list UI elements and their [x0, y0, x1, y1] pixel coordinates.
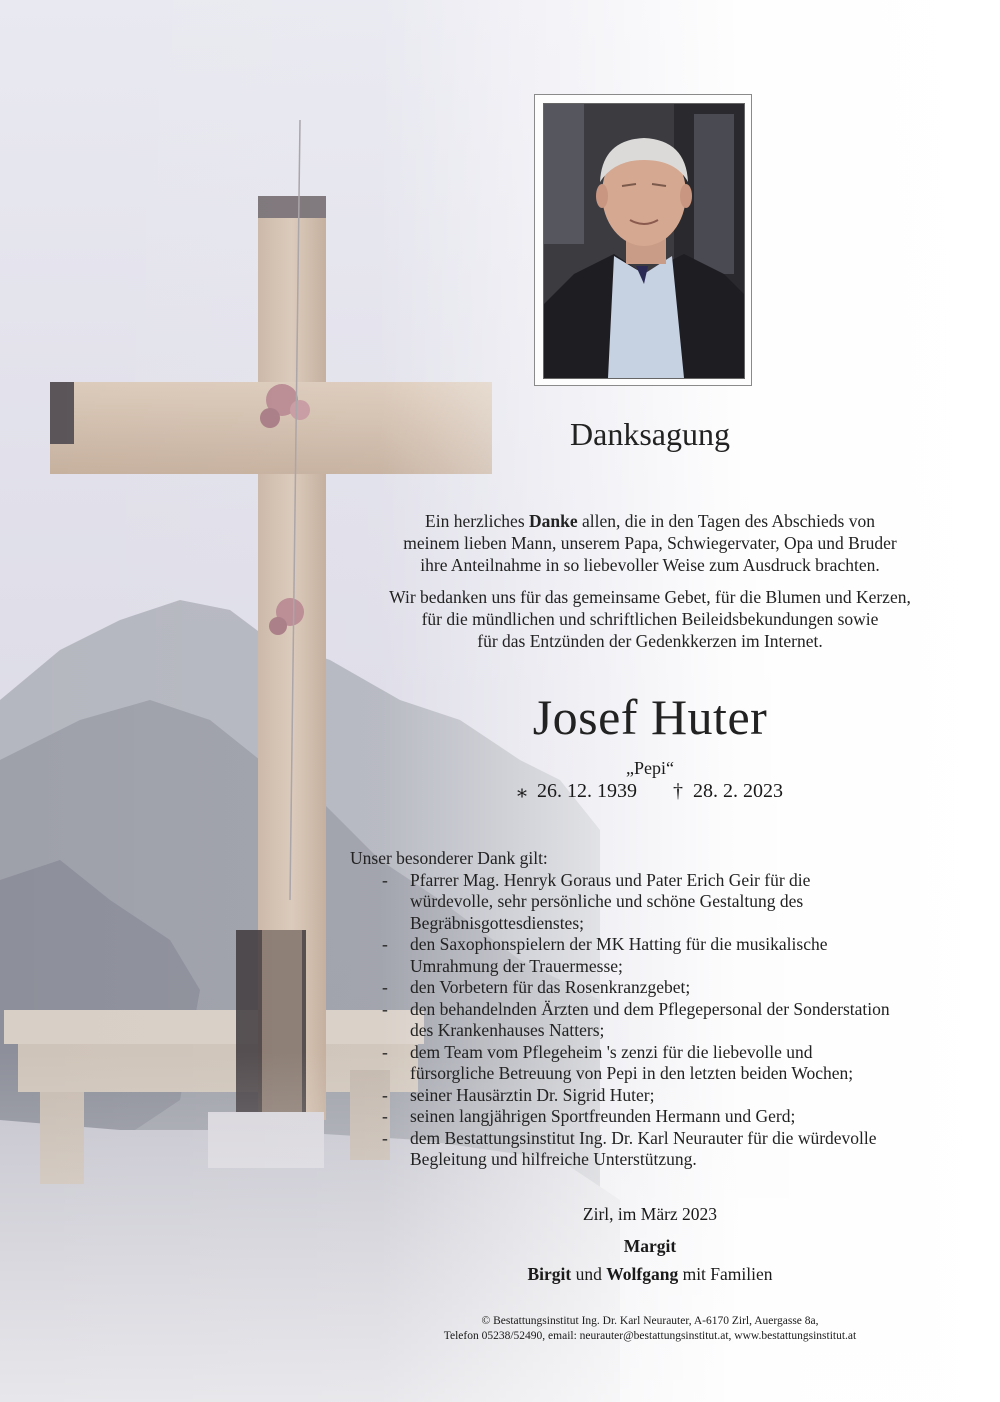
paragraph-line: für die mündlichen und schriftlichen Beileidsbekundungen sowie [421, 609, 879, 629]
birth-star-icon: ⁎ [517, 780, 527, 802]
signer-primary: Margit [623, 1236, 677, 1256]
footer-contact: Telefon 05238/52490, email: neurauter@bestattungsinstitut.at, www.bestattungsinstitut.at [443, 1330, 857, 1342]
thanks-list-item [350, 1085, 970, 1107]
paragraph-line [340, 510, 960, 532]
thanks-line: des Krankenhauses Natters; [410, 1020, 605, 1040]
thanks-line: fürsorgliche Betreuung von Pepi in den letzten beiden Wochen; [410, 1063, 854, 1083]
place-and-date: Zirl, im März 2023 [582, 1204, 718, 1224]
thanks-list-item [350, 1042, 970, 1085]
thanks-line: den Vorbetern für das Rosenkranzgebet; [410, 977, 691, 997]
thanks-line: seinen langjährigen Sportfreunden Hermann und Gerd; [410, 1106, 796, 1126]
signer-name: Wolfgang [606, 1264, 679, 1284]
thanks-line: Begräbnisgottesdienstes; [410, 912, 585, 933]
text-span: allen, die in den Tagen des Abschieds von [577, 511, 875, 531]
list-dash: - [382, 1084, 388, 1105]
portrait-image [544, 104, 744, 378]
text-span: Ein herzliches [425, 511, 529, 531]
signer-name: Birgit [527, 1264, 572, 1284]
thanks-list-item [350, 870, 970, 935]
list-dash: - [382, 934, 388, 954]
list-dash: - [382, 977, 388, 997]
portrait-frame [534, 94, 752, 386]
death-date: 28. 2. 2023 [693, 780, 783, 802]
thanks-list-item [350, 999, 970, 1042]
list-dash: - [382, 1106, 388, 1126]
paragraph-line: meinem lieben Mann, unserem Papa, Schwiegervater, Opa und Bruder [403, 533, 897, 553]
thanks-line: würdevolle, sehr persönliche und schöne Gestaltung des [410, 891, 804, 911]
thanks-line: Umrahmung der Trauermesse; [410, 955, 623, 976]
thanks-list-item [350, 1106, 970, 1128]
thanks-line: den Saxophonspielern der MK Hatting für die musikalische [410, 934, 828, 954]
thanks-line: seiner Hausärztin Dr. Sigrid Huter; [410, 1084, 655, 1105]
special-thanks-intro: Unser besonderer Dank gilt: [350, 848, 548, 868]
title-danksagung: Danksagung [570, 416, 730, 452]
signers-family [340, 1264, 960, 1285]
portrait-photo [543, 103, 745, 379]
thanks-line: Begleitung und hilfreiche Unterstützung. [410, 1149, 697, 1169]
deceased-name: Josef Huter [532, 689, 768, 745]
list-dash: - [382, 1041, 388, 1062]
birth-date: 26. 12. 1939 [537, 780, 637, 802]
list-dash: - [382, 1127, 388, 1148]
paragraph-line: für das Entzünden der Gedenkkerzen im Internet. [477, 631, 823, 651]
thanks-line: dem Team vom Pflegeheim 's zenzi für die liebevolle und [410, 1041, 813, 1062]
emphasis-danke: Danke [529, 511, 578, 531]
thank-you-paragraph [340, 510, 960, 576]
special-thanks-section [350, 848, 970, 1171]
paragraph-line: Wir bedanken uns für das gemeinsame Gebet, für die Blumen und Kerzen, [389, 587, 911, 607]
paragraph-line: ihre Anteilnahme in so liebevoller Weise zum Ausdruck brachten. [420, 555, 880, 575]
list-dash: - [382, 998, 388, 1019]
footer-copyright: © Bestattungsinstitut Ing. Dr. Karl Neurauter, A-6170 Zirl, Auergasse 8a, [481, 1315, 819, 1327]
text-span: mit Familien [678, 1264, 773, 1284]
text-span: und [571, 1264, 607, 1284]
death-cross-icon: † [673, 780, 683, 802]
deceased-nickname: „Pepi“ [626, 758, 674, 778]
thanks-list-item [350, 1128, 970, 1171]
thanks-line: Pfarrer Mag. Henryk Goraus und Pater Erich Geir für die [410, 869, 811, 890]
thanks-list-item [350, 977, 970, 999]
gratitude-paragraph [340, 586, 960, 652]
thanks-line: dem Bestattungsinstitut Ing. Dr. Karl Neurauter für die würdevolle [410, 1127, 877, 1148]
special-thanks-list [350, 870, 970, 1171]
life-dates [340, 778, 960, 803]
thanks-line: den behandelnden Ärzten und dem Pflegepersonal der Sonderstation [410, 998, 890, 1019]
list-dash: - [382, 869, 388, 890]
thanks-list-item [350, 934, 970, 977]
